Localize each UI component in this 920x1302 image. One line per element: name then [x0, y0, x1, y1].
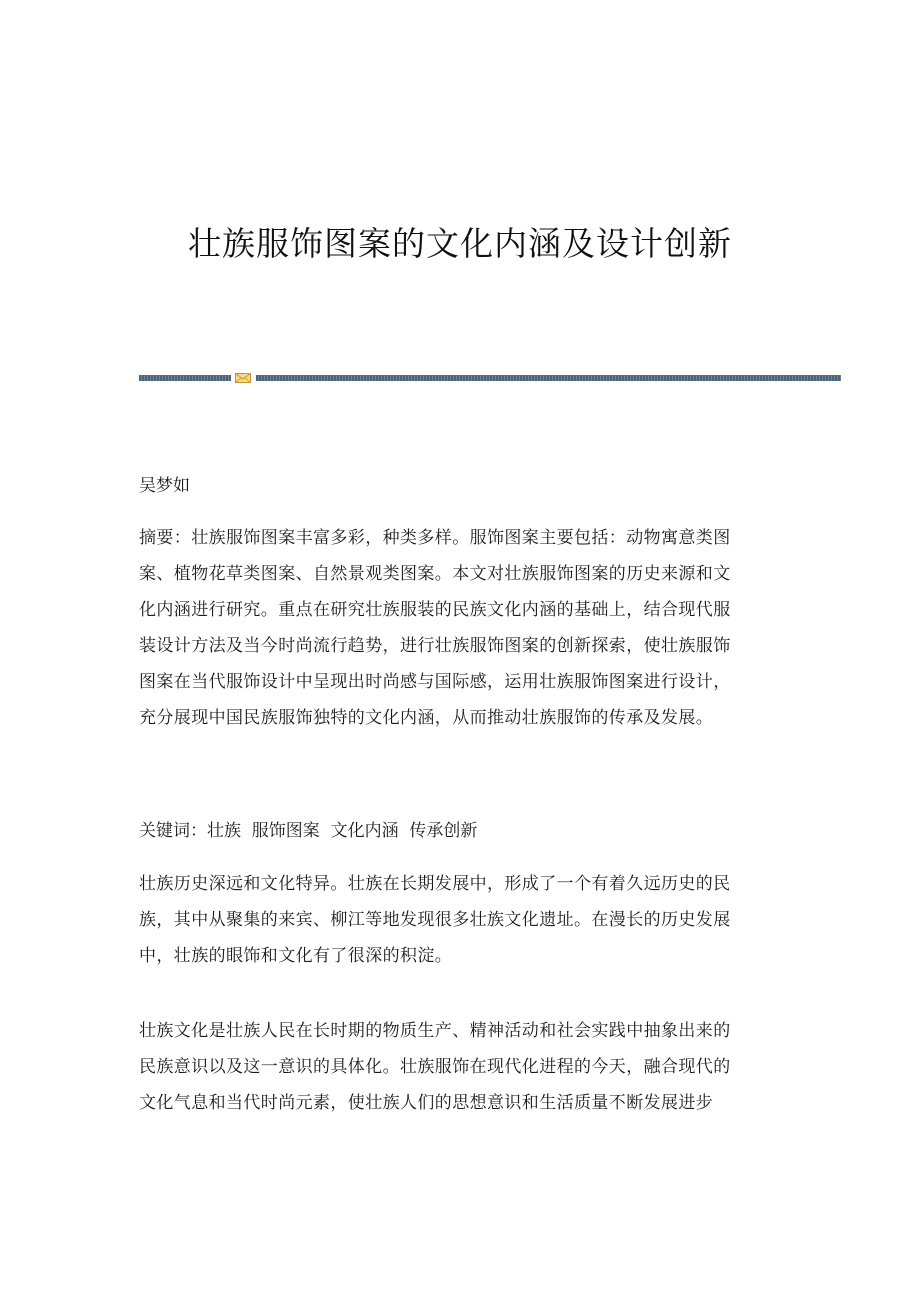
paragraph-line: 文化气息和当代时尚元素，使壮族人们的思想意识和生活质量不断发展进步 [139, 1093, 714, 1113]
keywords [139, 813, 779, 849]
abstract-line: 图案在当代服饰设计中呈现出时尚感与国际感，运用壮族服饰图案进行设计， [139, 672, 731, 692]
abstract-line: 案、植物花草类图案、自然景观类图案。本文对壮族服饰图案的历史来源和文 [139, 564, 731, 584]
keywords-line: 关键词：壮族 服饰图案 文化内涵 传承创新 [139, 821, 478, 841]
abstract-line: 充分展现中国民族服饰独特的文化内涵，从而推动壮族服饰的传承及发展。 [139, 708, 714, 728]
divider-bar-right [256, 375, 841, 381]
body-paragraph-2 [139, 1013, 779, 1121]
paragraph-line: 中，壮族的眼饰和文化有了很深的积淀。 [139, 946, 453, 966]
paragraph-line: 壮族文化是壮族人民在长时期的物质生产、精神活动和社会实践中抽象出来的 [139, 1021, 731, 1041]
document-title: 壮族服饰图案的文化内涵及设计创新 [188, 224, 732, 263]
paragraph-line: 壮族历史深远和文化特异。壮族在长期发展中，形成了一个有着久远历史的民 [139, 874, 731, 894]
author-name: 吴梦如 [139, 476, 190, 496]
divider-bar-left [139, 375, 231, 381]
abstract [139, 520, 779, 736]
paragraph-line: 族，其中从聚集的来宾、柳江等地发现很多壮族文化遗址。在漫长的历史发展 [139, 910, 731, 930]
abstract-line: 摘要：壮族服饰图案丰富多彩，种类多样。服饰图案主要包括：动物寓意类图 [139, 528, 731, 548]
abstract-line: 装设计方法及当今时尚流行趋势，进行壮族服饰图案的创新探索，使壮族服饰 [139, 636, 731, 656]
envelope-ornament-icon [235, 373, 251, 383]
abstract-line: 化内涵进行研究。重点在研究壮族服装的民族文化内涵的基础上，结合现代服 [139, 600, 731, 620]
paragraph-line: 民族意识以及这一意识的具体化。壮族服饰在现代化进程的今天，融合现代的 [139, 1057, 731, 1077]
body-paragraph-1 [139, 866, 779, 974]
title-divider [139, 373, 841, 383]
